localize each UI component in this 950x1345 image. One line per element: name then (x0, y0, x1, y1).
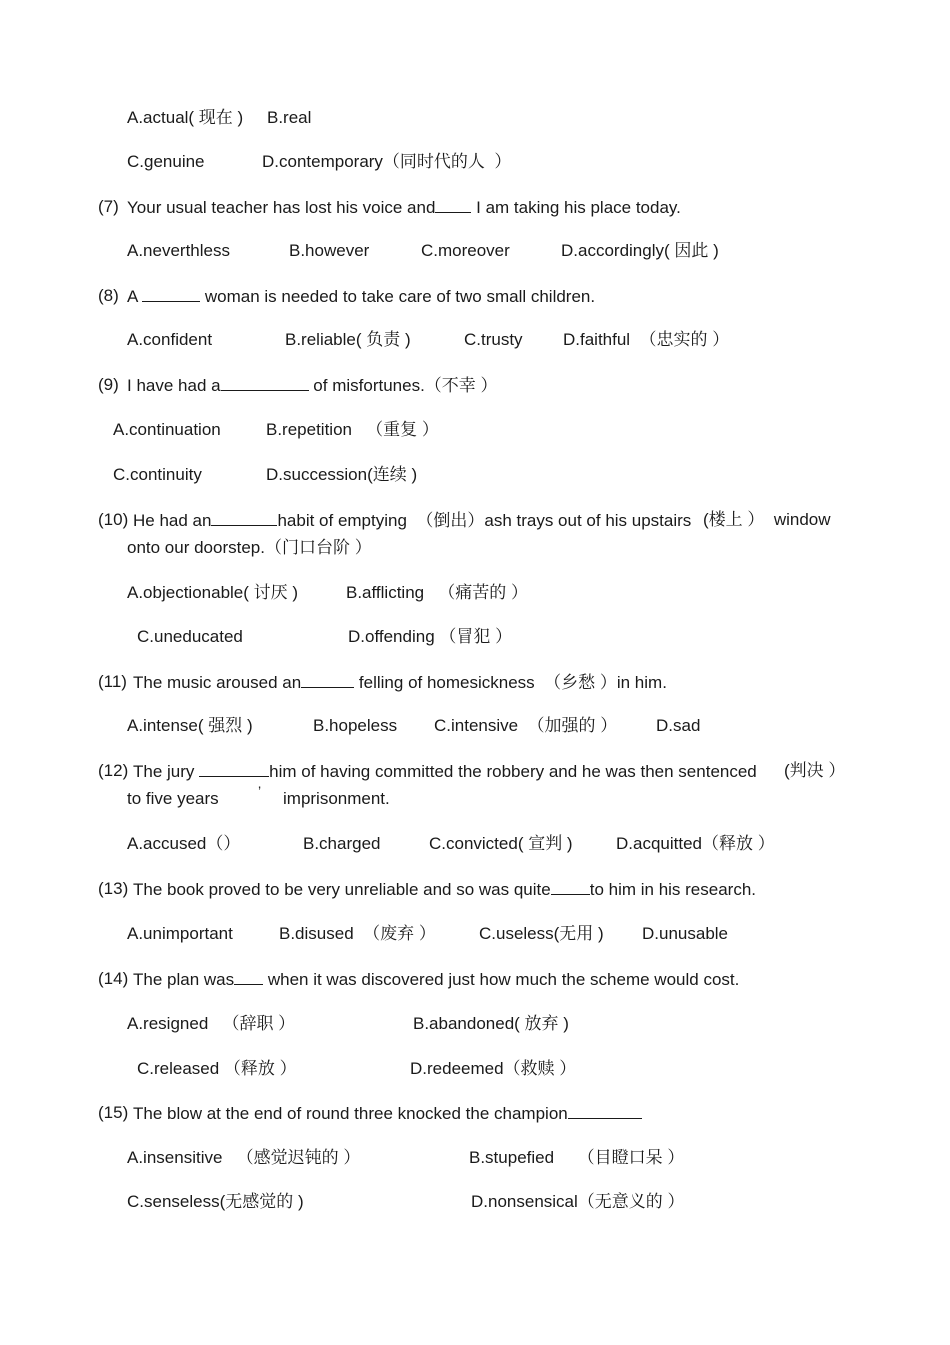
option-a: A.accused（） (127, 834, 241, 853)
question-number: (13) (98, 879, 129, 898)
question-15 (133, 1103, 642, 1124)
question-text: to him in his research. (589, 880, 757, 899)
option-a: A.unimportant (127, 924, 233, 943)
answer-blank (199, 761, 269, 777)
answer-blank (551, 879, 590, 895)
question-text: habit of emptying （倒出）ash trays out of his upstairs (277, 511, 692, 530)
option-c: C.convicted( 宣判 ) (429, 834, 573, 853)
option-c: C.senseless(无感觉的 ) (127, 1192, 304, 1211)
question-number: (7) (98, 197, 119, 216)
question-number: (8) (98, 286, 119, 305)
apostrophe-mark: ’ (258, 783, 262, 799)
question-7 (127, 197, 681, 218)
option-c: C.moreover (421, 241, 510, 260)
option-d: D.unusable (642, 924, 729, 943)
option-a: A.neverthless (127, 241, 230, 260)
question-text: He had an (133, 511, 212, 530)
question-text: imprisonment. (283, 789, 390, 808)
option-d: D.accordingly( 因此 ) (561, 241, 719, 260)
option-b: B.charged (303, 834, 381, 853)
option-a: A.objectionable( 讨厌 ) (127, 583, 299, 602)
option-d: D.contemporary（同时代的人 ） (262, 152, 512, 171)
question-number: (15) (98, 1103, 129, 1122)
question-text: woman is needed to take care of two small children. (200, 287, 596, 306)
option-d: D.redeemed（救赎 ） (410, 1059, 577, 1078)
option-b: B.abandoned( 放弃 ) (413, 1014, 569, 1033)
option-b: B.real (267, 108, 312, 127)
question-text: to five years (127, 789, 219, 808)
option-c: C.useless(无用 ) (479, 924, 604, 943)
question-text: The music aroused an (133, 673, 302, 692)
option-a: A.continuation (113, 420, 221, 439)
option-a: A.insensitive （感觉迟钝的 ） (127, 1148, 361, 1167)
question-text: felling of homesickness （乡愁 ）in him. (354, 673, 667, 692)
question-number: (9) (98, 375, 119, 394)
question-9 (127, 375, 498, 396)
question-12 (133, 761, 757, 782)
question-number: (12) (98, 761, 129, 780)
option-c: C.intensive （加强的 ） (434, 716, 618, 735)
option-b: B.hopeless (313, 716, 398, 735)
question-13 (133, 879, 756, 900)
answer-blank (221, 375, 309, 391)
option-d: D.offending （冒犯 ） (348, 627, 513, 646)
option-d: D.sad (656, 716, 701, 735)
option-b: B.stupefied （目瞪口呆 ） (469, 1148, 685, 1167)
option-a: A.intense( 强烈 ) (127, 716, 253, 735)
question-14 (133, 969, 739, 990)
question-text: of misfortunes.（不幸 ） (308, 376, 498, 395)
question-text: (判决 ） (784, 761, 846, 780)
option-a: A.confident (127, 330, 213, 349)
question-text: The plan was (133, 970, 235, 989)
question-text: The book proved to be very unreliable and so was quite (133, 880, 551, 899)
option-d: D.nonsensical（无意义的 ） (471, 1192, 685, 1211)
answer-blank (301, 672, 354, 688)
option-a: A.actual( 现在 ) (127, 108, 244, 127)
question-text: A (127, 287, 143, 306)
question-text: I have had a (127, 376, 221, 395)
question-text: onto our doorstep.（门口台阶 ） (127, 538, 372, 557)
question-text: when it was discovered just how much the scheme would cost. (263, 970, 740, 989)
option-c: C.trusty (464, 330, 523, 349)
question-11 (133, 672, 667, 693)
question-8 (127, 286, 595, 307)
option-c: C.continuity (113, 465, 202, 484)
option-d: D.succession(连续 ) (266, 465, 418, 484)
question-text: (楼上 ） window (703, 510, 831, 529)
question-text: Your usual teacher has lost his voice and (127, 198, 436, 217)
answer-blank (568, 1103, 642, 1119)
option-a: A.resigned （辞职 ） (127, 1014, 296, 1033)
question-number: (11) (98, 672, 127, 691)
option-b: B.repetition （重复 ） (266, 420, 439, 439)
question-text: him of having committed the robbery and he was then sentenced (269, 762, 757, 781)
option-d: D.faithful （忠实的 ） (563, 330, 730, 349)
answer-blank (211, 510, 277, 526)
option-b: B.disused （废弃 ） (279, 924, 436, 943)
question-text: I am taking his place today. (471, 198, 681, 217)
option-c: C.released （释放 ） (137, 1059, 297, 1078)
option-b: B.however (289, 241, 370, 260)
option-c: C.uneducated (137, 627, 243, 646)
question-text: The jury (133, 762, 200, 781)
question-number: (14) (98, 969, 129, 988)
answer-blank (234, 969, 263, 985)
question-number: (10) (98, 510, 129, 529)
answer-blank (142, 286, 200, 302)
option-b: B.afflicting （痛苦的 ） (346, 583, 529, 602)
option-b: B.reliable( 负责 ) (285, 330, 411, 349)
answer-blank (435, 197, 471, 213)
option-d: D.acquitted（释放 ） (616, 834, 775, 853)
question-10 (133, 510, 691, 531)
option-c: C.genuine (127, 152, 205, 171)
question-text: The blow at the end of round three knocked the champion (133, 1104, 568, 1123)
